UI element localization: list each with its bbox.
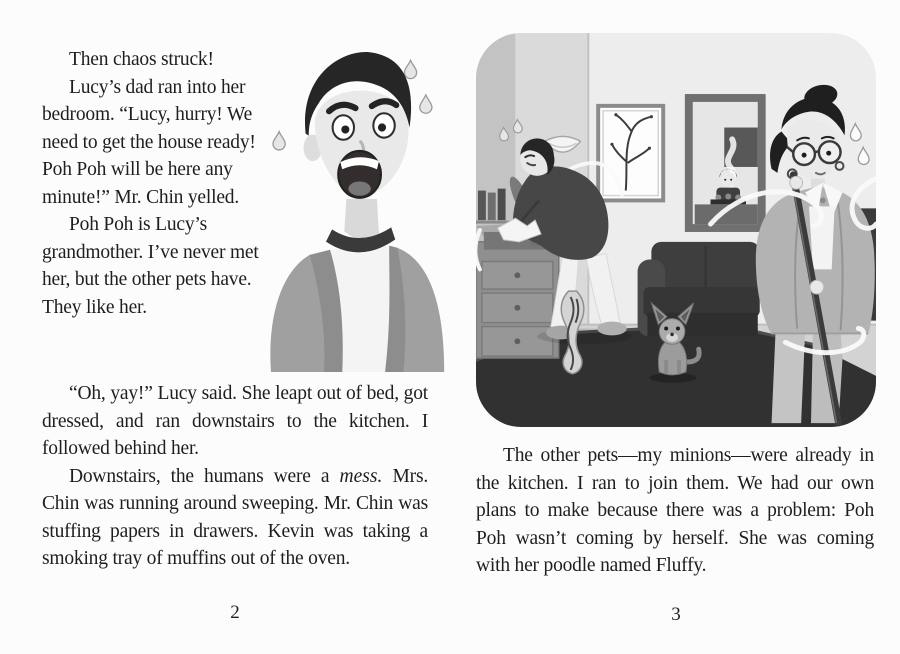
bookshelf-books: [476, 189, 509, 222]
paragraph-other-pets: The other pets—my minions—were already in the kitchen. I ran to join them. We had our own plans to make because there was a problem: Poh Poh wasn’t coming by herself. She was coming with her poodle named Fluffy.: [476, 445, 874, 576]
hand-lower: [810, 280, 824, 294]
page-number-right: 3: [671, 604, 681, 625]
text-column-wide: [42, 380, 428, 573]
text-column-narrow: [42, 46, 288, 380]
page-left: [42, 46, 428, 626]
dad-torso: [270, 199, 444, 372]
page-right: [476, 30, 876, 630]
dad-head: [304, 52, 412, 199]
text-column-right: [476, 442, 874, 580]
paragraph-oh-yay: “Oh, yay!” Lucy said. She leapt out of bed, got dressed, and ran downstairs to the kitchen. I followed behind her.: [42, 383, 428, 459]
page-number-left: 2: [230, 602, 240, 623]
paragraph-then-chaos: Then chaos struck!: [69, 49, 214, 70]
italic-word-mess: mess.: [339, 465, 383, 487]
framed-picture-branch: [598, 106, 663, 201]
paragraph-poh-poh-is: Poh Poh is Lucy’s grandmother. I’ve never met her, but the other pets have. They like her.: [42, 214, 259, 318]
illustration-living-room-scene: [476, 30, 876, 430]
paragraph-dad-ran: Lucy’s dad ran into her bedroom. “Lucy, hurry! We need to get the house ready! Poh Poh will be here any minute!” Mr. Chin yelled.: [42, 76, 256, 208]
paragraph-downstairs: Downstairs, the humans were a mess. Mrs. Chin was running around sweeping. Mr. Chin was stuffing papers in drawers. Kevin was taking a smoking tray of muffins out of the oven.: [42, 465, 429, 569]
hand-upper: [790, 176, 803, 189]
sofa: [638, 242, 760, 337]
illustration-dad-yelling: [254, 46, 454, 372]
